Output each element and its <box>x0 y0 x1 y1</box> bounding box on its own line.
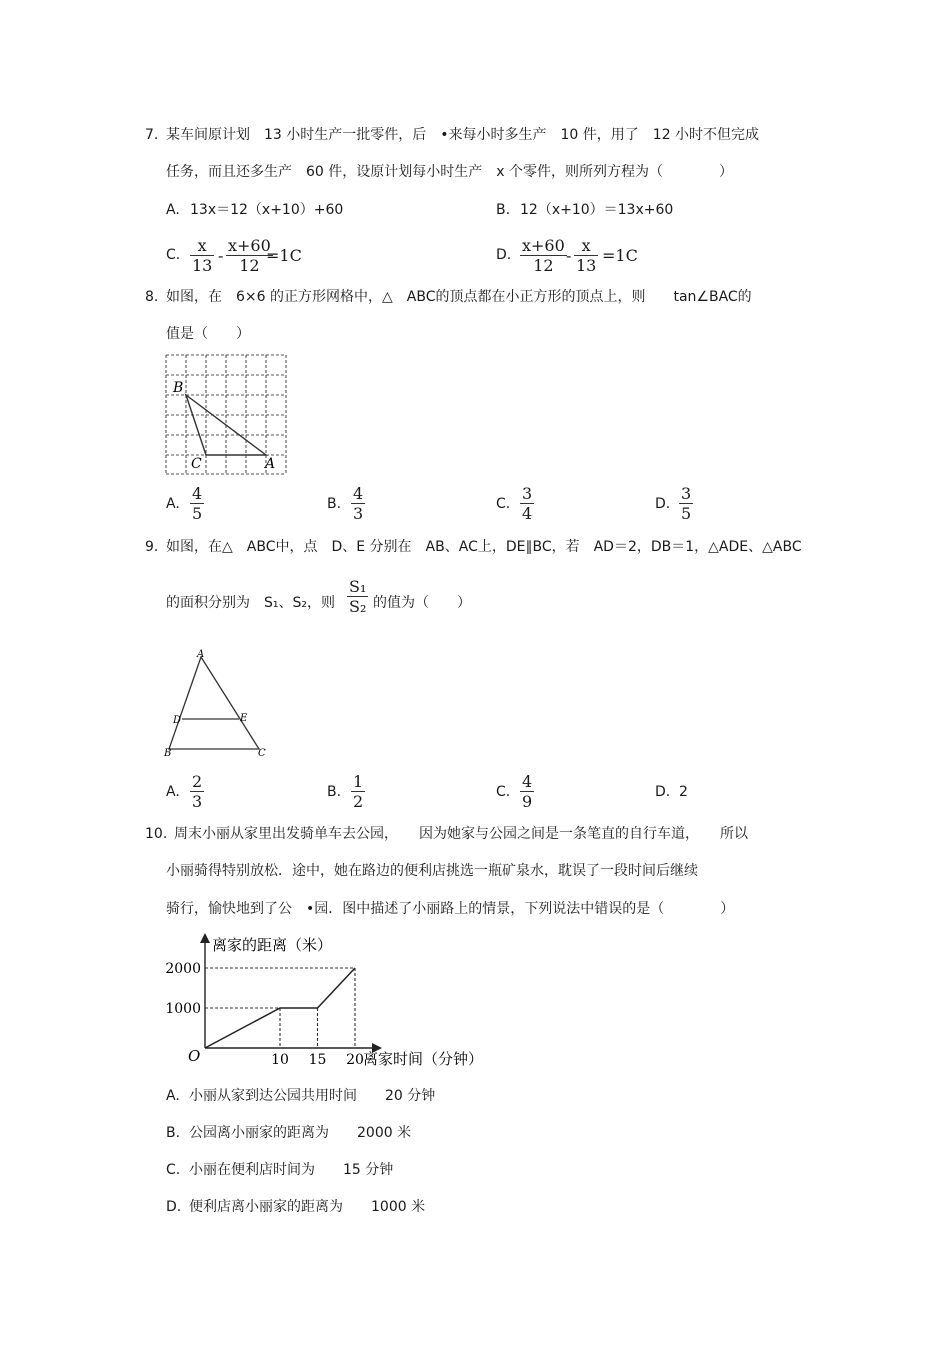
fraction-numerator: x+60 <box>522 236 565 255</box>
q9-option-b-label: B. <box>327 784 342 800</box>
fraction-denominator: S₂ <box>349 597 367 616</box>
q7-option-d-fraction-2 <box>574 236 598 275</box>
fraction-numerator: 4 <box>192 484 203 503</box>
fraction-numerator: x <box>197 236 207 255</box>
q8-option-b-fraction <box>351 484 365 523</box>
fraction-denominator: 12 <box>533 256 554 275</box>
question-9-line-1: 如图，在△ ABC中，点 D、E 分别在 AB、AC上，DE∥BC，若 AD＝2，DB＝1，△ADE、△ABC <box>166 539 802 555</box>
q8-option-c-label: C. <box>496 496 511 512</box>
fraction-denominator: 12 <box>239 256 260 275</box>
triangle-abc <box>169 657 259 749</box>
fraction-denominator: 2 <box>353 792 364 811</box>
q9-ratio-fraction <box>347 577 368 616</box>
question-10-line-2: 小丽骑得特别放松．途中，她在路边的便利店挑选一瓶矿泉水，耽误了一段时间后继续 <box>166 863 698 879</box>
q8-option-b-label: B. <box>327 496 342 512</box>
question-8-line-2: 值是（ ） <box>166 326 250 342</box>
question-10-line-1: 周末小丽从家里出发骑单车去公园， 因为她家与公园之间是一条笔直的自行车道， 所以 <box>174 826 748 842</box>
fraction-numerator: x <box>581 236 591 255</box>
y-axis-label: 离家的距离（米） <box>212 936 333 954</box>
x-axis-label: 离家时间（分钟） <box>363 1050 484 1068</box>
x-tick-label-20: 20 <box>346 1052 364 1068</box>
fraction-numerator: 2 <box>192 772 203 791</box>
question-8-line-1: 如图，在 6×6 的正方形网格中，△ ABC的顶点都在小正方形的顶点上，则 tan∠BAC的 <box>166 289 752 305</box>
fraction-numerator: 4 <box>522 772 533 791</box>
question-9-number: 9. <box>145 539 159 555</box>
fraction-numerator: 3 <box>522 484 533 503</box>
q9-option-c-fraction <box>520 772 534 811</box>
q10-option-a-label: A. <box>166 1088 180 1104</box>
origin-label: O <box>188 1047 201 1065</box>
distance-time-graph <box>150 930 510 1070</box>
q8-option-d-label: D. <box>655 496 671 512</box>
question-9-line-2-suffix: 的值为（ ） <box>373 595 471 611</box>
q9-option-a-fraction <box>190 772 204 811</box>
q9-triangle-figure <box>160 645 275 760</box>
question-7-number: 7. <box>145 127 159 143</box>
fraction-denominator: 13 <box>576 256 597 275</box>
y-axis-arrow <box>200 933 210 943</box>
fraction-numerator: 3 <box>681 484 692 503</box>
q10-option-c-label: C. <box>166 1162 181 1178</box>
q8-grid-figure <box>160 350 294 480</box>
q7-option-d-fraction-1 <box>520 236 567 275</box>
q7-option-d-minus: - <box>566 246 572 265</box>
q9-option-b-fraction <box>351 772 365 811</box>
question-8-number: 8. <box>145 289 159 305</box>
y-tick-label-2000: 2000 <box>165 961 201 977</box>
vertex-c-label: C <box>258 748 266 759</box>
q8-option-c-fraction <box>520 484 534 523</box>
fraction-numerator: 4 <box>353 484 364 503</box>
q7-option-d-label: D. <box>496 247 512 263</box>
fraction-denominator: 3 <box>353 504 364 523</box>
fraction-numerator: x+60 <box>228 236 271 255</box>
q7-option-b-text: 12（x+10）＝13x+60 <box>520 202 674 218</box>
q7-option-a-text: 13x＝12（x+10）+60 <box>190 202 344 218</box>
q9-option-c-label: C. <box>496 784 511 800</box>
fraction-denominator: 13 <box>192 256 213 275</box>
q10-option-c-text: 小丽在便利店时间为 15 分钟 <box>189 1162 394 1178</box>
q8-option-a-fraction <box>190 484 204 523</box>
q9-option-a-label: A. <box>166 784 180 800</box>
vertex-a-label: A <box>197 649 205 660</box>
point-e-label: E <box>240 713 248 724</box>
q8-option-a-label: A. <box>166 496 180 512</box>
q7-option-c-fraction-1 <box>190 236 214 275</box>
q7-option-b-label: B. <box>496 202 511 218</box>
question-9-line-2-prefix: 的面积分别为 S₁、S₂，则 <box>166 595 335 611</box>
q10-option-b-text: 公园离小丽家的距离为 2000 米 <box>189 1125 412 1141</box>
q10-option-d-text: 便利店离小丽家的距离为 1000 米 <box>189 1199 426 1215</box>
q9-option-d-label: D. <box>655 784 671 800</box>
fraction-denominator: 4 <box>522 504 533 523</box>
q10-option-d-label: D. <box>166 1199 182 1215</box>
fraction-denominator: 9 <box>522 792 533 811</box>
question-10-number: 10. <box>145 826 168 842</box>
fraction-numerator: 1 <box>353 772 364 791</box>
q7-option-c-minus: - <box>218 246 224 265</box>
point-d-label: D <box>173 715 182 726</box>
q7-option-d-rhs: =1C <box>602 246 638 265</box>
vertex-a-label: A <box>265 456 276 472</box>
question-7-line-1: 某车间原计划 13 小时生产一批零件，后 •来每小时多生产 10 件，用了 12 小时不但完成 <box>166 127 760 143</box>
q9-option-d-text: 2 <box>679 784 688 800</box>
q8-option-d-fraction <box>679 484 693 523</box>
vertex-c-label: C <box>191 456 202 472</box>
fraction-denominator: 3 <box>192 792 203 811</box>
q7-option-c-label: C. <box>166 247 181 263</box>
q7-option-c-rhs: =1C <box>266 246 302 265</box>
fraction-numerator: S₁ <box>349 577 367 596</box>
fraction-denominator: 5 <box>192 504 203 523</box>
q10-option-b-label: B. <box>166 1125 181 1141</box>
vertex-b-label: B <box>164 748 172 759</box>
vertex-b-label: B <box>173 380 184 396</box>
y-tick-label-1000: 1000 <box>165 1001 201 1017</box>
q7-option-a-label: A. <box>166 202 180 218</box>
q10-option-a-text: 小丽从家到达公园共用时间 20 分钟 <box>189 1088 436 1104</box>
question-10-line-3: 骑行，愉快地到了公 •园．图中描述了小丽路上的情景，下列说法中错误的是（ ） <box>166 901 735 917</box>
x-tick-label-10: 10 <box>271 1052 289 1068</box>
fraction-denominator: 5 <box>681 504 692 523</box>
x-tick-label-15: 15 <box>308 1052 327 1068</box>
question-7-line-2: 任务，而且还多生产 60 件，设原计划每小时生产 x 个零件，则所列方程为（ ） <box>166 164 733 180</box>
